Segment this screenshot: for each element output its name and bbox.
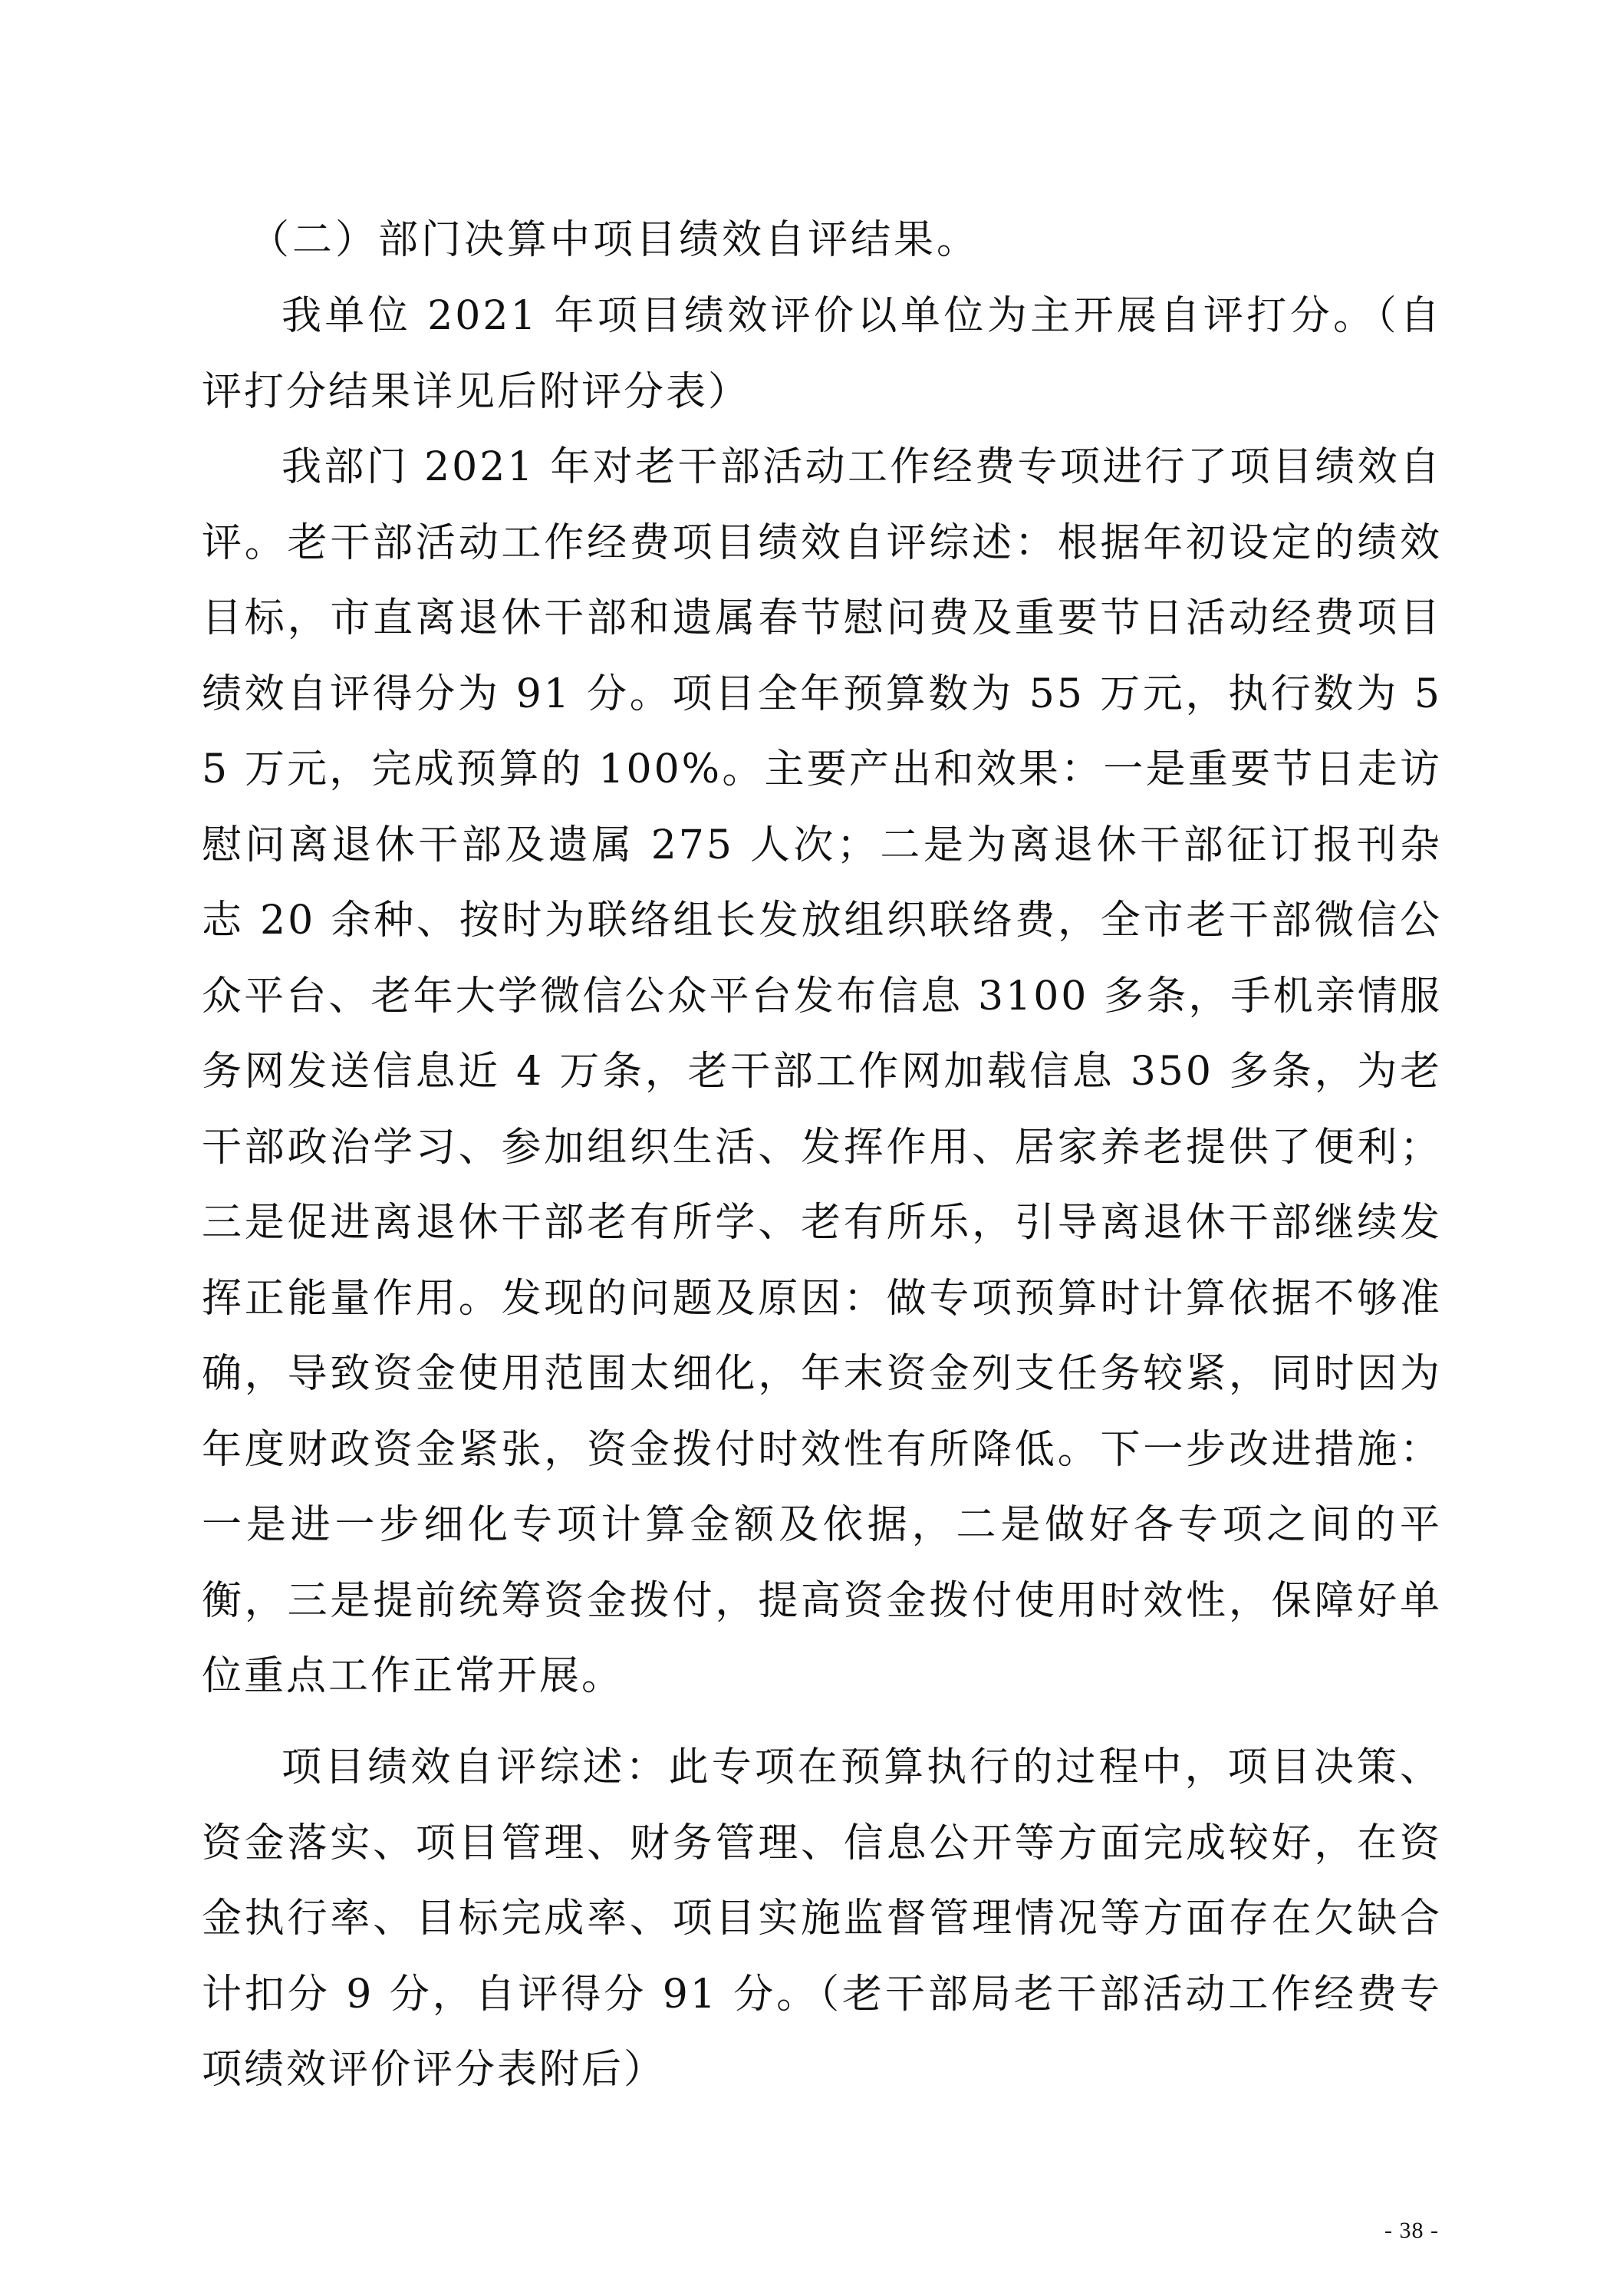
section-heading: （二）部门决算中项目绩效自评结果。 [249, 217, 980, 263]
paragraph-self-evaluation-intro: 我单位 2021 年项目绩效评价以单位为主开展自评打分。（自评打分结果详见后附评分表） [202, 293, 1442, 415]
paragraph-project-evaluation-detail: 我部门 2021 年对老干部活动工作经费专项进行了项目绩效自评。老干部活动工作经费项目绩效自评综述：根据年初设定的绩效目标，市直离退休干部和遗属春节慰问费及重要节日活动经费项目绩效自评得分为 91 分。项目全年预算数为 55 万元，执行数为 55 万元，完成预算的 100%。主要产出和效果：一是重要节日走访慰问离退休干部及遗属 275 人次；二是为离退休干部征订报刊杂志 20 余种、按时为联络组长发放组织联络费，全市老干部微信公众平台、老年大学微信公众平台发布信息 3100 多条，手机亲情服务网发送信息近 4 万条，老干部工作网加载信息 350 多条，为老干部政治学习、参加组织生活、发挥作用、居家养老提供了便利；三是促进离退休干部老有所学、老有所乐，引导离退休干部继续发挥正能量作用。发现的问题及原因：做专项预算时计算依据不够准确，导致资金使用范围太细化，年末资金列支任务较紧，同时因为年度财政资金紧张，资金拨付时效性有所降低。下一步改进措施：一是进一步细化专项计算金额及依据，二是做好各专项之间的平衡，三是提前统筹资金拨付，提高资金拨付使用时效性，保障好单位重点工作正常开展。 [202, 444, 1442, 1699]
paragraph-evaluation-summary: 项目绩效自评综述：此专项在预算执行的过程中，项目决策、资金落实、项目管理、财务管理、信息公开等方面完成较好，在资金执行率、目标完成率、项目实施监督管理情况等方面存在欠缺合计扣分 9 分，自评得分 91 分。（老干部局老干部活动工作经费专项绩效评价评分表附后） [202, 1744, 1442, 2093]
page-number: - 38 - [1384, 2218, 1439, 2243]
